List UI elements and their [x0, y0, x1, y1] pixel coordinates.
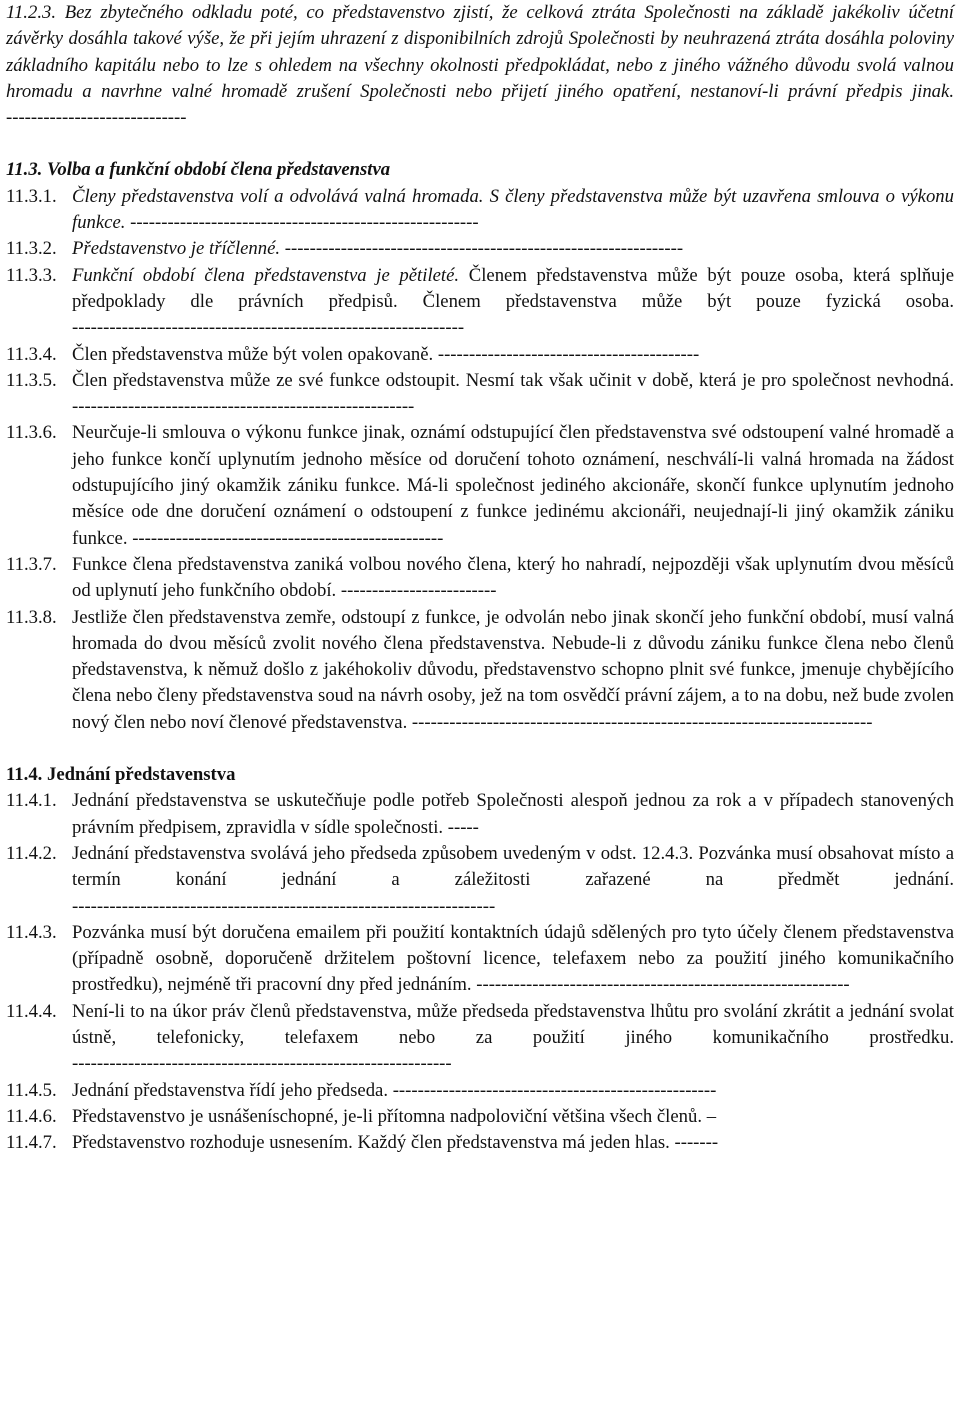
- paragraph-11-3-4: [6, 342, 954, 368]
- paragraph-11-3-8: [6, 605, 954, 736]
- dash-filler: -------------------------: [340, 580, 497, 602]
- paragraph-11-3-3: [6, 263, 954, 342]
- paragraph-11-4-3: [6, 920, 954, 999]
- section-heading-11-4: [6, 762, 954, 788]
- paragraph-number: 11.4.6.: [6, 1105, 57, 1127]
- paragraph-text: Člen představenstva může být volen opakovaně.: [72, 343, 434, 365]
- paragraph-11-4-5: [6, 1078, 954, 1104]
- paragraph-text-italic: Funkční období člena představenstva je pětileté.: [72, 264, 460, 286]
- paragraph-11-4-6: [6, 1104, 954, 1130]
- dash-filler: -------: [674, 1132, 719, 1154]
- paragraph-11-4-2: [6, 841, 954, 920]
- paragraph-11-3-2: [6, 236, 954, 262]
- paragraph-text: Není-li to na úkor práv členů představenstva, může předseda představenstva lhůtu pro svolání zkrátit a jednání svolat ústně, telefonicky, telefaxem nebo za použití jiného komunikačního prostředku.: [72, 1000, 954, 1048]
- paragraph-11-3-5: [6, 368, 954, 421]
- paragraph-text-italic: Členy představenstva volí a odvolává valná hromada. S členy představenstva může být uzavřena smlouva o výkonu funkce.: [72, 185, 954, 234]
- paragraph-number: 11.3.1.: [6, 185, 57, 207]
- paragraph-number: 11.3.7.: [6, 553, 57, 575]
- section-11-3-items: [6, 184, 954, 736]
- paragraph-number: 11.4.2.: [6, 842, 57, 864]
- paragraph-number: 11.3.6.: [6, 422, 57, 444]
- paragraph-text: Bez zbytečného odkladu poté, co představenstvo zjistí, že celková ztráta Společnosti na základě jakékoliv účetní závěrky dosáhla takové výše, že při jejím uhrazení z disponibilních zdrojů Společnosti by neuhrazená ztráta dosáhla poloviny základního kapitálu nebo to lze s ohledem na všechny okolnosti předpokládat, nebo z jiného vážného důvodu svolá valnou hromadu a navrhne valné hromadě zrušení Společnosti nebo přijetí jiného opatření, nestanoví-li právní předpis jinak.: [6, 2, 955, 102]
- paragraph-number: 11.4.5.: [6, 1079, 57, 1101]
- paragraph-number: 11.3.3.: [6, 264, 57, 286]
- paragraph-number: 11.4.7.: [6, 1132, 57, 1154]
- section-number: 11.4.: [6, 764, 43, 786]
- paragraph-11-3-1: [6, 184, 954, 237]
- section-11-4-items: [6, 788, 954, 1156]
- paragraph-text: Jestliže člen představenstva zemře, odstoupí z funkce, je odvolán nebo jinak skončí jeho funkční období, musí valná hromada do dvou měsíců zvolit nového člena představenstva. Nebude-li z důvodu zániku funkce člena nebo členů představenstva, k němuž došlo z jakéhokoliv důvodu, představenstvo schopno plnit své funkce, jmenuje chybějícího člena nebo členy představenstva soud na návrh osoby, jež na tom osvědčí právní zájem, a to na dobu, než bude zvolen nový člen nebo noví členové představenstva.: [72, 606, 954, 733]
- paragraph-text: Jednání představenstva svolává jeho předseda způsobem uvedeným v odst. 12.4.3. Pozvánka musí obsahovat místo a termín konání jednání a záležitosti zařazené na předmět jednání.: [72, 842, 954, 891]
- paragraph-text: Člen představenstva může ze své funkce odstoupit. Nesmí tak však učinit v době, která je pro společnost nevhodná.: [72, 369, 954, 391]
- paragraph-text: Jednání představenstva řídí jeho předseda.: [72, 1079, 389, 1101]
- paragraph-text: Představenstvo rozhoduje usnesením. Každý člen představenstva má jeden hlas.: [72, 1132, 670, 1154]
- paragraph-number: 11.3.5.: [6, 369, 57, 391]
- paragraph-text: Jednání představenstva se uskutečňuje podle potřeb Společnosti alespoň jednou za rok a v případech stanovených právním předpisem, zpravidla v sídle společnosti.: [72, 790, 954, 838]
- paragraph-text: Pozvánka musí být doručena emailem při použití kontaktních údajů sdělených pro tyto účely členem představenstva (případně osobně, doporučeně držitelem poštovní licence, telefaxem nebo za použití jiného komunikačního prostředku), nejméně tři pracovní dny před jednáním.: [72, 921, 954, 996]
- paragraph-text-italic: Představenstvo je tříčlenné.: [72, 238, 281, 260]
- dash-filler: -----------------------------: [6, 107, 187, 129]
- paragraph-text: Neurčuje-li smlouva o výkonu funkce jinak, oznámí odstupující člen představenstva své odstoupení valné hromadě a jeho funkce končí uplynutím jednoho měsíce od doručení tohoto oznámení, neschválí-li valná hromada na žádost odstupujícího jiný okamžik zániku funkce. Má-li společnost jediného akcionáře, skončí funkce uplynutím jednoho měsíce ode dne doručení oznámení o odstoupení z funkce jedinému akcionáři, neujednají-li jiný okamžik zániku funkce.: [72, 422, 954, 549]
- paragraph-number: 11.4.3.: [6, 921, 57, 943]
- paragraph-text: Funkce člena představenstva zaniká volbou nového člena, který ho nahradí, nejpozději však uplynutím dvou měsíců od uplynutí jeho funkčního období.: [72, 553, 954, 602]
- dash-filler: ----------------------------------------------------: [392, 1079, 717, 1101]
- paragraph-11-4-1: [6, 788, 954, 841]
- paragraph-11-3-7: [6, 552, 954, 605]
- paragraph-number: 11.4.4.: [6, 1000, 57, 1022]
- dash-filler: --------------------------------------------------------------------: [72, 895, 496, 917]
- dash-filler: -----: [447, 816, 479, 838]
- section-title: Jednání představenstva: [47, 764, 236, 786]
- paragraph-number: 11.2.3.: [6, 2, 57, 23]
- paragraph-11-3-6: [6, 420, 954, 551]
- dash-filler: -------------------------------------------------------: [72, 396, 415, 418]
- paragraph-11-4-4: [6, 999, 954, 1078]
- dash-filler: -------------------------------------------------------------: [72, 1053, 452, 1075]
- dash-filler: --------------------------------------------------------: [130, 212, 479, 234]
- section-heading-11-3: [6, 157, 954, 183]
- paragraph-number: 11.3.2.: [6, 238, 57, 260]
- paragraph-11-4-7: [6, 1130, 954, 1156]
- dash-filler: –: [706, 1105, 717, 1127]
- paragraph-text: Členem představenstva může být pouze osoba, která splňuje předpoklady dle právních předpisů. Členem představenstva může být pouze fyzická osoba.: [72, 264, 955, 312]
- dash-filler: ------------------------------------------------------------: [476, 974, 850, 996]
- dash-filler: ------------------------------------------: [437, 343, 700, 365]
- dash-filler: ---------------------------------------------------------------: [72, 317, 465, 339]
- dash-filler: ----------------------------------------------------------------: [284, 238, 684, 260]
- dash-filler: --------------------------------------------------: [132, 527, 444, 549]
- section-title: Volba a funkční období člena představenstva: [47, 159, 391, 181]
- dash-filler: --------------------------------------------------------------------------: [411, 711, 873, 733]
- section-number: 11.3.: [6, 159, 43, 181]
- paragraph-number: 11.3.8.: [6, 606, 57, 628]
- paragraph-11-2-3: [6, 0, 954, 131]
- paragraph-text: Představenstvo je usnášeníschopné, je-li přítomna nadpoloviční většina všech členů.: [72, 1105, 703, 1127]
- paragraph-number: 11.3.4.: [6, 343, 57, 365]
- paragraph-number: 11.4.1.: [6, 790, 57, 812]
